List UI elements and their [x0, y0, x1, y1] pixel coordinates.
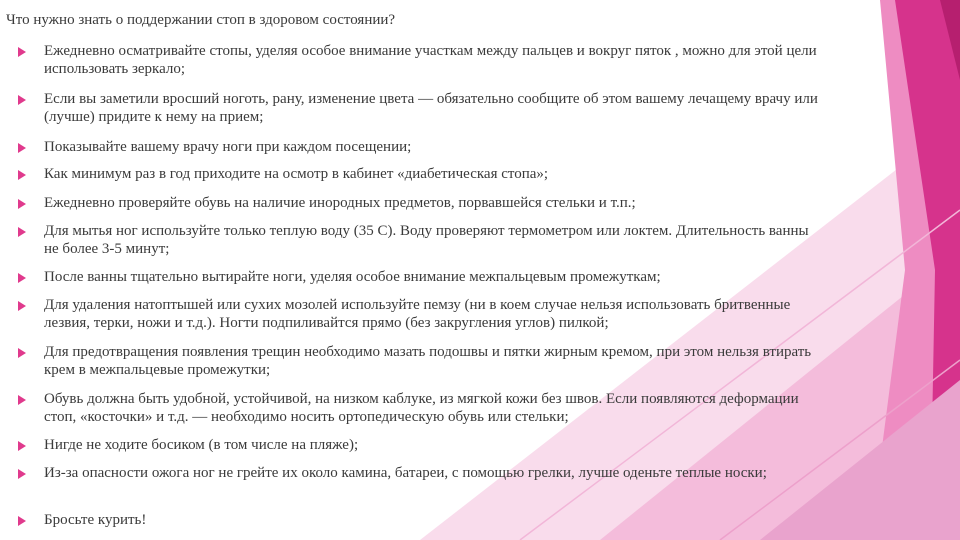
slide-title: Что нужно знать о поддержании стоп в здоровом состоянии? [6, 12, 396, 28]
bullet-text: Если вы заметили вросший ноготь, рану, изменение цвета — обязательно сообщите об этом вашему лечащему врачу или (лучше) придите к нему на прием; [44, 91, 818, 125]
bullet-arrow-icon [18, 227, 26, 237]
bullet-arrow-icon [18, 199, 26, 209]
bullet-text: Для удаления натоптышей или сухих мозолей используйте пемзу (ни в коем случае нельзя использовать бритвенные лезвия, терки, ножи и т.д.). Ногти подпиливайтся прямо (без закругления углов) пилкой; [44, 297, 791, 331]
bullet-arrow-icon [18, 348, 26, 358]
bullet-arrow-icon [18, 273, 26, 283]
bullet-arrow-icon [18, 170, 26, 180]
bullet-text: Для мытья ног используйте только теплую воду (35 С). Воду проверяют термометром или локтем. Длительность ванны не более 3-5 минут; [44, 223, 809, 257]
bullet-arrow-icon [18, 395, 26, 405]
bullet-text: Показывайте вашему врачу ноги при каждом посещении; [44, 139, 412, 155]
bullet-text: Как минимум раз в год приходите на осмотр в кабинет «диабетическая стопа»; [44, 166, 549, 182]
bullet-text: Бросьте курить! [44, 512, 147, 528]
bullet-arrow-icon [18, 95, 26, 105]
bullet-text: Для предотвращения появления трещин необходимо мазать подошвы и пятки жирным кремом, при этом нельзя втирать крем в межпальцевые промежутки; [44, 344, 812, 378]
bullet-text: Обувь должна быть удобной, устойчивой, на низком каблуке, из мягкой кожи без швов. Если появляются деформации стоп, «косточки» и т.д. — необходимо носить ортопедическую обувь или стельки; [44, 391, 799, 425]
bullet-arrow-icon [18, 469, 26, 479]
bullet-arrow-icon [18, 441, 26, 451]
bullet-arrow-icon [18, 516, 26, 526]
bullet-text: Нигде не ходите босиком (в том числе на пляже); [44, 437, 359, 453]
bullet-arrow-icon [18, 143, 26, 153]
bullet-text: Из-за опасности ожога ног не грейте их около камина, батареи, с помощью грелки, лучше оденьте теплые носки; [44, 465, 767, 481]
bullet-arrow-icon [18, 301, 26, 311]
bullet-text: Ежедневно проверяйте обувь на наличие инородных предметов, порвавшейся стельки и т.п.; [44, 195, 636, 211]
bullet-text: Ежедневно осматривайте стопы, уделяя особое внимание участкам между пальцев и вокруг пяток , можно для этой цели использовать зеркало; [44, 43, 817, 77]
bullet-arrow-icon [18, 47, 26, 57]
bullet-text: После ванны тщательно вытирайте ноги, уделяя особое внимание межпальцевым промежуткам; [44, 269, 661, 285]
